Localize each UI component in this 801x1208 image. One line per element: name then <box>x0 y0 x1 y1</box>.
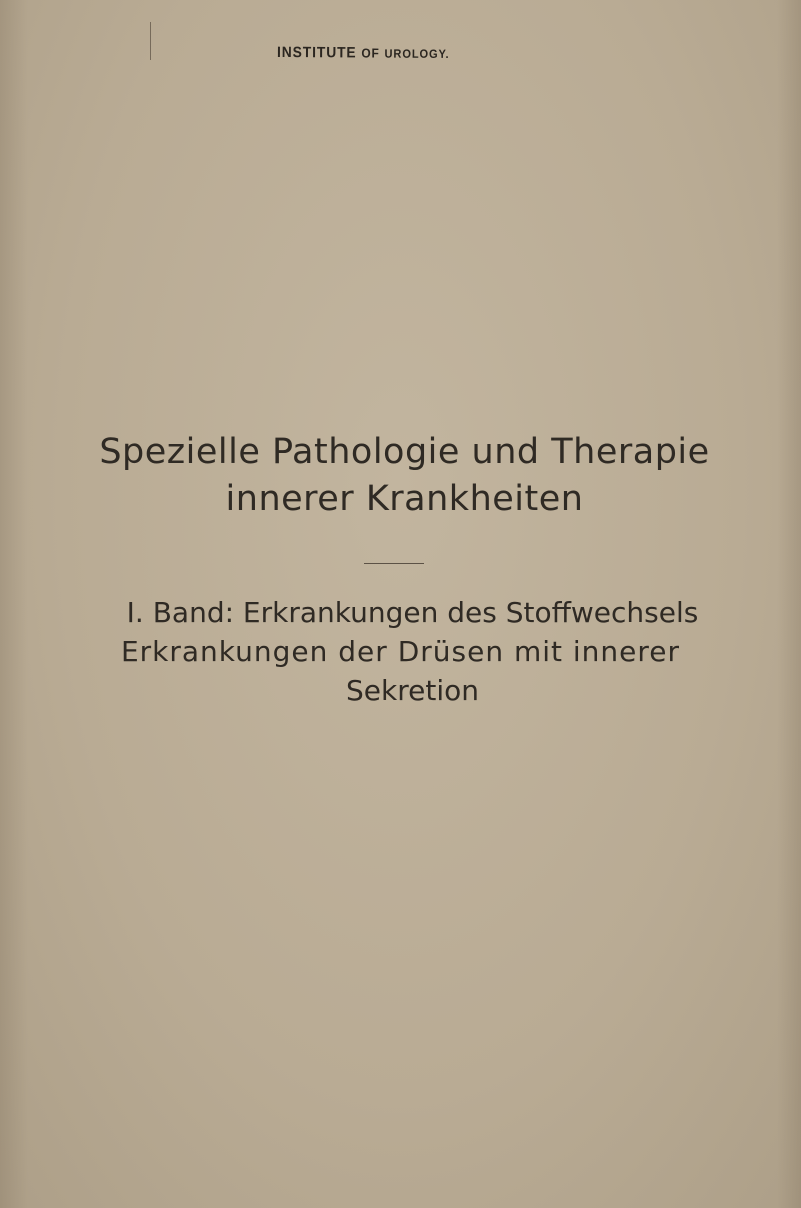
title-divider-rule <box>364 563 424 564</box>
volume-line-1: I. Band: Erkrankungen des Stoffwechsels <box>126 596 699 629</box>
stamp-word-of: OF <box>361 45 380 61</box>
book-title-line-2: innerer Krankheiten <box>225 479 584 519</box>
library-stamp <box>277 44 450 62</box>
volume-line-2: Erkrankungen der Drüsen mit innerer <box>120 635 681 668</box>
stamp-word-urology: UROLOGY. <box>384 46 450 61</box>
stamp-word-institute: INSTITUTE <box>276 44 357 62</box>
book-title-line-1: Spezielle Pathologie und Therapie <box>99 432 710 472</box>
volume-line-3: Sekretion <box>346 674 479 707</box>
pencil-mark <box>150 22 151 60</box>
